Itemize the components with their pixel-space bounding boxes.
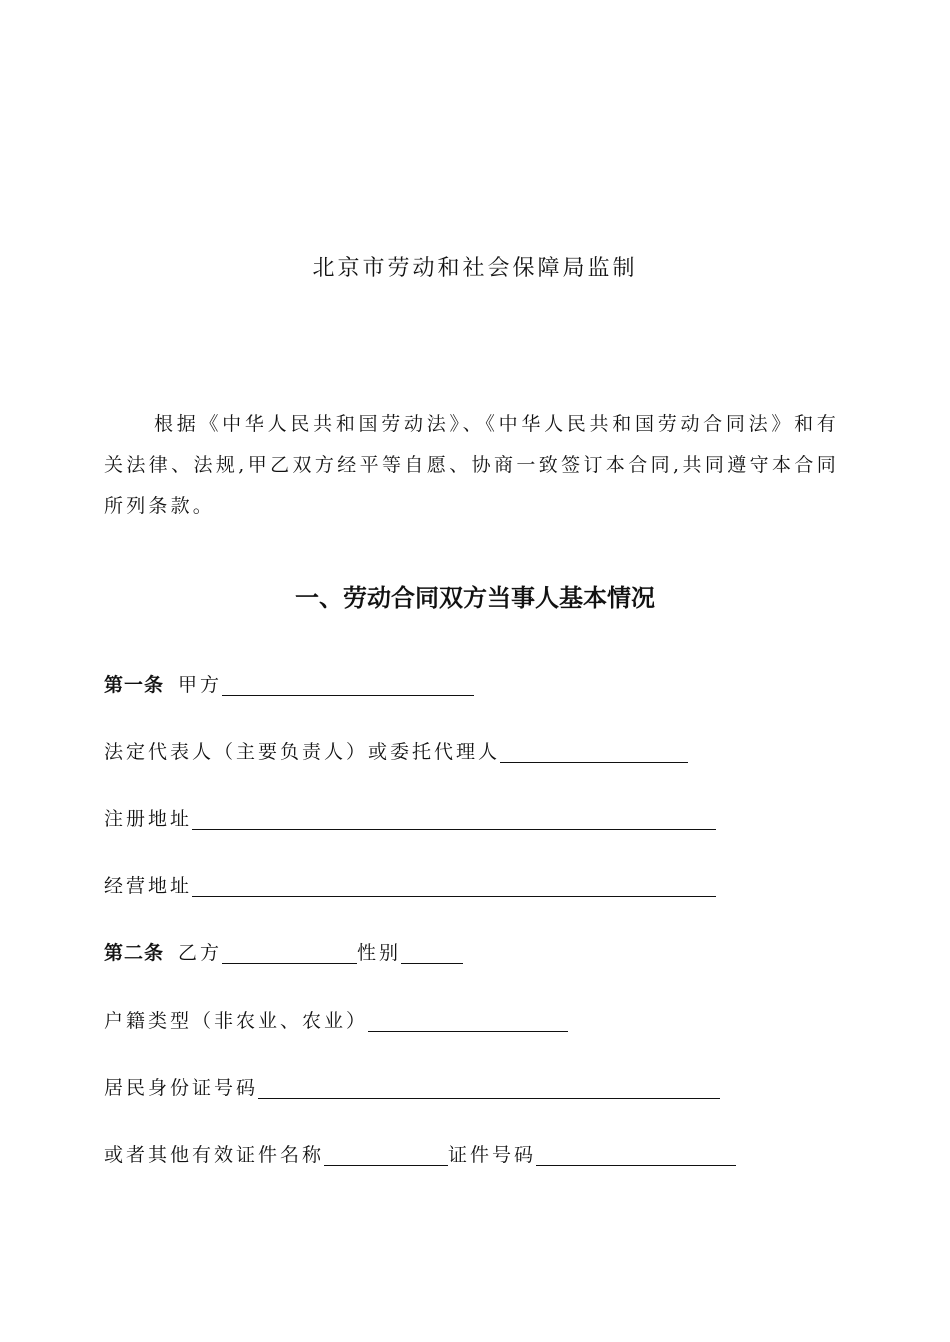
legal-rep-field[interactable] <box>500 738 688 763</box>
cert-number-field[interactable] <box>536 1141 736 1166</box>
reg-address-field[interactable] <box>192 805 716 830</box>
other-cert-name-field[interactable] <box>324 1141 448 1166</box>
party-b-field[interactable] <box>222 939 357 964</box>
biz-address-label: 经营地址 <box>104 875 193 897</box>
reg-address-row <box>104 804 716 834</box>
id-number-field[interactable] <box>258 1074 720 1099</box>
household-type-label: 户籍类型（非农业、农业） <box>104 1010 369 1032</box>
other-cert-row <box>104 1140 736 1170</box>
party-b-label: 乙方 <box>178 942 223 964</box>
household-type-row <box>104 1006 568 1036</box>
article-2-label: 第二条 <box>104 942 165 964</box>
other-cert-name-label: 或者其他有效证件名称 <box>104 1144 325 1166</box>
biz-address-field[interactable] <box>192 872 716 897</box>
gender-field[interactable] <box>401 939 463 964</box>
party-b-row <box>104 938 463 968</box>
party-a-field[interactable] <box>222 671 474 696</box>
issuer-line: 北京市劳动和社会保障局监制 <box>312 256 638 281</box>
party-a-label: 甲方 <box>178 674 223 696</box>
id-number-label: 居民身份证号码 <box>104 1077 259 1099</box>
party-a-row <box>104 670 474 700</box>
legal-rep-label: 法定代表人（主要负责人）或委托代理人 <box>104 741 501 763</box>
article-1-label: 第一条 <box>104 674 165 696</box>
legal-rep-row <box>104 737 688 767</box>
reg-address-label: 注册地址 <box>104 808 193 830</box>
id-number-row <box>104 1073 720 1103</box>
household-type-field[interactable] <box>368 1007 568 1032</box>
biz-address-row <box>104 871 716 901</box>
section-title: 一、劳动合同双方当事人基本情况 <box>295 584 655 612</box>
preamble-paragraph: 根据《中华人民共和国劳动法》、《中华人民共和国劳动合同法》和有关法律、法规,甲乙双方经平等自愿、协商一致签订本合同,共同遵守本合同所列条款。 <box>104 413 839 517</box>
cert-number-label: 证件号码 <box>448 1144 537 1166</box>
gender-label: 性别 <box>357 942 402 964</box>
